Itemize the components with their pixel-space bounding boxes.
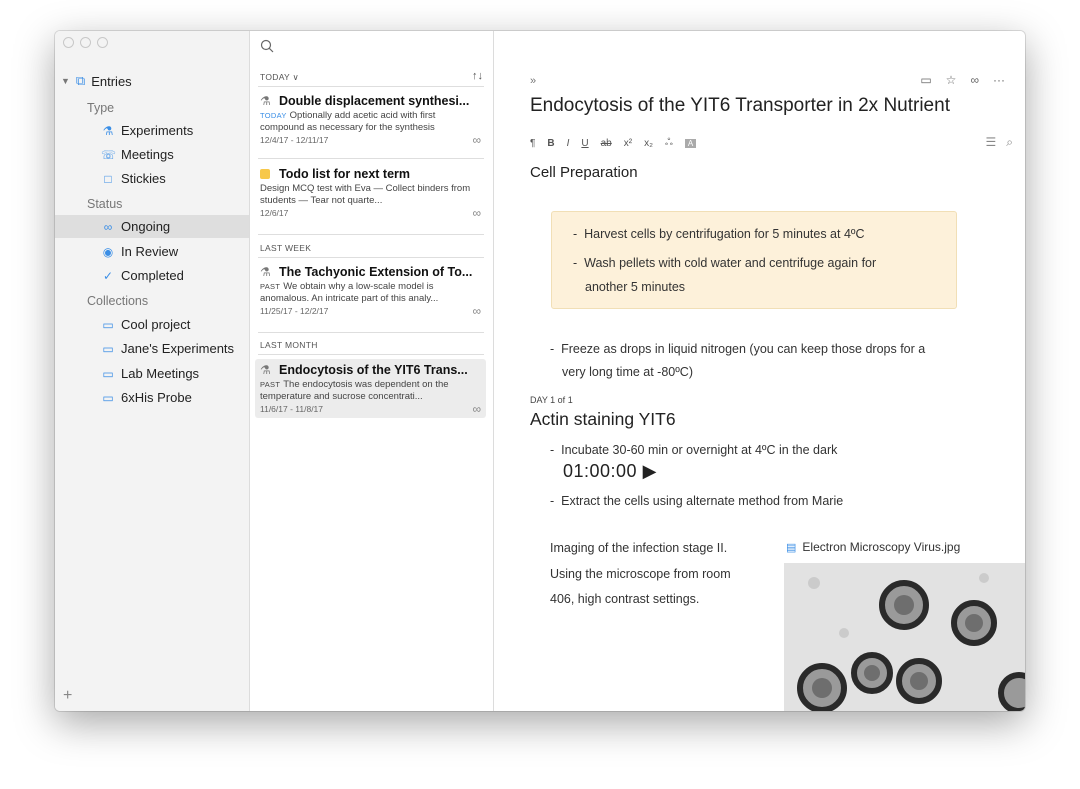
today-header[interactable]: TODAY ∨ <box>260 72 300 82</box>
find-icon[interactable]: ⌕ <box>1006 135 1013 149</box>
entries-icon: ⧉ <box>75 73 86 88</box>
type-header: Type <box>87 101 115 115</box>
add-button[interactable]: + <box>63 687 73 704</box>
flask-icon: ⚗ <box>260 94 271 108</box>
entry-dates: 11/6/17 - 11/8/17 <box>260 404 324 414</box>
format-toolbar <box>530 137 696 149</box>
folder-icon[interactable]: ▭ <box>920 73 932 87</box>
section-heading: Actin staining YIT6 <box>530 409 676 429</box>
attachment-header[interactable] <box>786 540 960 554</box>
list-item[interactable] <box>255 265 486 316</box>
divider <box>258 86 484 87</box>
list-item[interactable] <box>255 94 486 145</box>
chat-icon: ☏ <box>101 147 117 162</box>
divider <box>258 158 484 159</box>
paragraph-button[interactable]: ¶ <box>530 137 536 149</box>
sidebar-item-label: Cool project <box>121 317 191 332</box>
sidebar-item-label: Experiments <box>121 123 194 138</box>
infinity-icon: ∞ <box>472 206 481 220</box>
italic-button[interactable]: I <box>566 137 570 149</box>
entry-actions <box>920 73 1005 87</box>
check-icon: ✓ <box>102 268 114 283</box>
infinity-icon: ∞ <box>103 219 113 234</box>
caption-line: Imaging of the infection stage II. <box>550 541 728 555</box>
attachment-filename: Electron Microscopy Virus.jpg <box>802 540 961 554</box>
sidebar <box>55 31 250 711</box>
infinity-icon: ∞ <box>472 402 481 416</box>
entry-tag: PAST <box>260 282 281 291</box>
close-window-button[interactable] <box>63 37 74 48</box>
last-month-header: LAST MONTH <box>260 340 318 350</box>
app-window <box>55 31 1025 711</box>
eye-icon: ◉ <box>102 244 114 259</box>
infinity-icon: ∞ <box>472 304 481 318</box>
disclosure-triangle-icon[interactable]: ▼ <box>61 76 70 86</box>
sidebar-item-label: Ongoing <box>121 219 171 234</box>
divider <box>258 354 484 355</box>
format-toolbar-right <box>986 135 1014 150</box>
entry-list-pane <box>250 31 494 711</box>
entry-snippet: The endocytosis was dependent on the temperature and sucrose concentrati... <box>260 379 449 402</box>
entry-title: The Tachyonic Extension of To... <box>279 265 473 279</box>
bullet-continuation: very long time at -80ºC) <box>562 365 693 379</box>
sidebar-item-collection[interactable] <box>55 337 249 360</box>
list-icon[interactable]: ☰ <box>985 135 997 149</box>
entry-title: Double displacement synthesi... <box>279 94 470 108</box>
superscript-button[interactable]: x² <box>623 137 633 149</box>
sidebar-item-label: Meetings <box>121 147 174 162</box>
sidebar-item-stickies[interactable] <box>55 167 249 190</box>
timer[interactable]: 01:00:00 ▶ <box>563 461 657 481</box>
highlight-button[interactable]: A <box>685 139 696 148</box>
folder-icon: ▭ <box>102 366 114 381</box>
editor-pane <box>494 31 1025 711</box>
infinity-icon[interactable]: ∞ <box>970 73 979 87</box>
expand-icon[interactable]: » <box>530 75 537 87</box>
flask-icon: ⚗ <box>260 363 271 377</box>
bullet-item: - Wash pellets with cold water and centrifuge again for <box>573 256 877 270</box>
folder-icon: ▭ <box>102 317 114 332</box>
divider <box>258 234 484 235</box>
sidebar-item-label: Lab Meetings <box>121 366 200 381</box>
sidebar-item-collection[interactable] <box>55 362 249 385</box>
sidebar-item-in-review[interactable] <box>55 240 249 263</box>
sidebar-item-ongoing[interactable] <box>55 215 249 238</box>
entry-title: Endocytosis of the YIT6 Trans... <box>279 363 468 377</box>
sidebar-item-label: Completed <box>121 268 184 283</box>
bullet-continuation: another 5 minutes <box>585 280 686 294</box>
document-title[interactable]: Endocytosis of the YIT6 Transporter in 2x Nutrient <box>530 95 950 116</box>
day-label: DAY 1 of 1 <box>530 395 573 405</box>
minimize-window-button[interactable] <box>80 37 91 48</box>
entry-dates: 12/4/17 - 12/11/17 <box>260 135 329 145</box>
folder-icon: ▭ <box>102 341 114 356</box>
subscript-button[interactable]: x₂ <box>644 137 653 149</box>
flask-icon: ⚗ <box>260 265 271 279</box>
zoom-window-button[interactable] <box>97 37 108 48</box>
caption-line: 406, high contrast settings. <box>550 592 700 606</box>
window-controls <box>63 37 108 48</box>
strikethrough-button[interactable]: ab <box>600 137 612 149</box>
sidebar-item-meetings[interactable] <box>55 143 249 166</box>
divider <box>258 257 484 258</box>
underline-button[interactable]: U <box>581 137 589 149</box>
collections-header: Collections <box>87 294 149 308</box>
entry-snippet: Optionally add acetic acid with first compound as necessary for the synthesis <box>260 110 436 133</box>
star-icon[interactable]: ☆ <box>945 73 957 87</box>
entry-title: Todo list for next term <box>279 167 411 181</box>
entry-tag: PAST <box>260 380 281 389</box>
status-header: Status <box>87 197 123 211</box>
caption-line: Using the microscope from room <box>550 567 731 581</box>
sidebar-item-label: Entries <box>91 73 132 89</box>
search-icon[interactable] <box>260 39 274 53</box>
sidebar-item-label: Jane's Experiments <box>121 341 235 356</box>
infinity-icon: ∞ <box>472 133 481 147</box>
bullet-item: - Freeze as drops in liquid nitrogen (you can keep those drops for a <box>550 342 926 356</box>
image-file-icon: ▤ <box>786 541 797 554</box>
sticky-icon: □ <box>104 171 112 186</box>
bold-button[interactable]: B <box>547 137 555 149</box>
sidebar-item-experiments[interactable] <box>55 119 249 142</box>
sidebar-item-collection[interactable] <box>55 313 249 336</box>
sidebar-item-entries[interactable] <box>61 73 132 89</box>
more-icon[interactable]: ··· <box>993 73 1005 87</box>
last-week-header: LAST WEEK <box>260 243 312 253</box>
list-item[interactable] <box>255 167 486 218</box>
folder-icon: ▭ <box>102 390 114 405</box>
flask-icon: ⚗ <box>102 123 114 138</box>
entry-snippet: Design MCQ test with Eva — Collect binders from students — Tear not quarte... <box>260 183 471 206</box>
list-item-selected[interactable] <box>255 359 486 418</box>
sort-button[interactable]: ↑↓ <box>472 70 483 82</box>
entry-dates: 11/25/17 - 12/2/17 <box>260 306 329 316</box>
sticky-note-icon <box>260 169 270 179</box>
bullet-item: - Extract the cells using alternate method from Marie <box>550 494 844 508</box>
sidebar-item-label: In Review <box>121 244 179 259</box>
bullet-item: - Harvest cells by centrifugation for 5 minutes at 4ºC <box>573 227 865 241</box>
section-heading: Cell Preparation <box>530 164 638 181</box>
microscopy-image[interactable] <box>784 563 1025 711</box>
entry-tag: TODAY <box>260 111 287 120</box>
divider <box>258 332 484 333</box>
link-button[interactable]: ஃ <box>664 137 673 148</box>
bullet-item: - Incubate 30-60 min or overnight at 4ºC in the dark <box>550 443 838 457</box>
entry-snippet: We obtain why a low-scale model is anomalous. An intricate part of this analy... <box>260 281 439 304</box>
sidebar-item-collection[interactable] <box>55 386 249 409</box>
sidebar-item-label: 6xHis Probe <box>121 390 192 405</box>
sidebar-item-label: Stickies <box>121 171 166 186</box>
sidebar-item-completed[interactable] <box>55 264 249 287</box>
entry-dates: 12/6/17 <box>260 208 289 218</box>
